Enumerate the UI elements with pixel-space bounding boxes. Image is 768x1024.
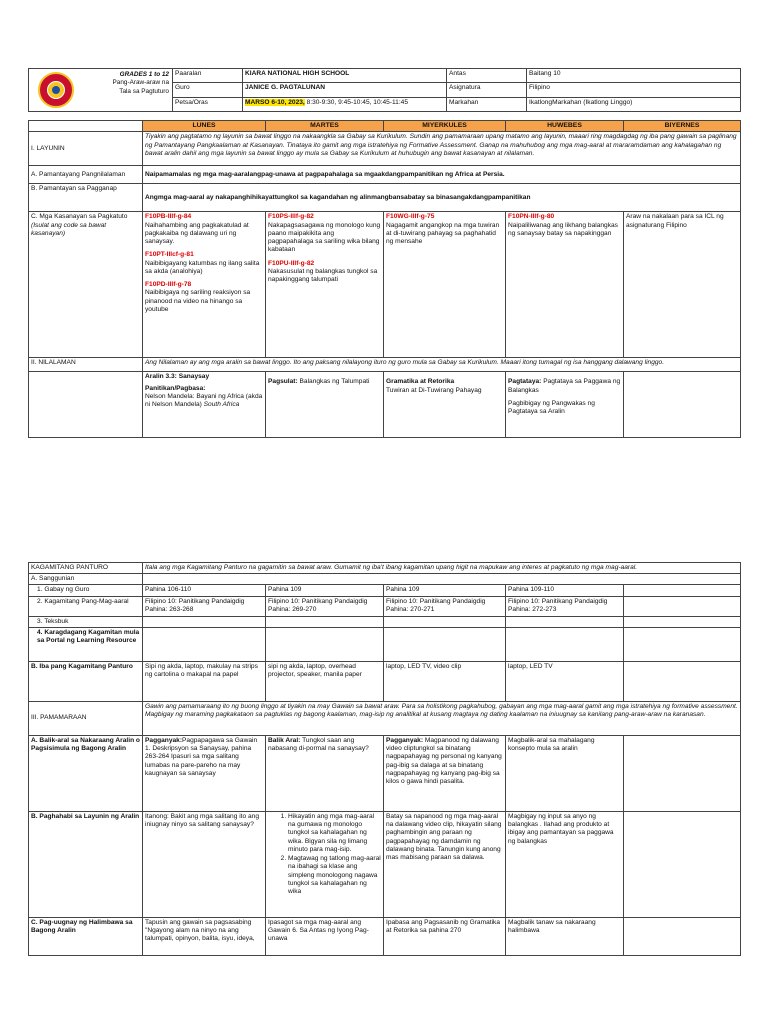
review-wed-label: Pagganyak: xyxy=(386,736,424,744)
nilalaman-thu xyxy=(506,372,624,438)
teacher-guide-fri xyxy=(624,585,741,596)
teacher-guide-thu: Pahina 109-110 xyxy=(506,585,624,596)
portal-label: 4. Karagdagang Kagamitan mula sa Portal ng Learning Resource xyxy=(29,627,143,661)
performance-standard-text: Angmga mag-aaral ay nakapanghihikayattungkol sa kagandahan ng alinmangbansabatay sa binasangakdangpampanitikan xyxy=(143,184,741,212)
competency-code: F10PB-IIIf-g-84 xyxy=(145,213,192,221)
review-mon-label: Pagganyak: xyxy=(145,736,183,744)
tue-label: Pagsulat: xyxy=(268,378,298,386)
textbook-label: 3. Teksbuk xyxy=(29,616,143,627)
review-tue-label: Balik Aral: xyxy=(268,736,301,744)
subject-name: Filipino xyxy=(527,83,741,97)
day-header-wed: MIYERKULES xyxy=(384,121,506,132)
references-blank xyxy=(143,574,741,585)
header-table xyxy=(28,68,741,112)
teacher-guide-tue: Pahina 109 xyxy=(266,585,384,596)
teacher-guide-mon: Pahina 106-110 xyxy=(143,585,266,596)
competency-text: Nakasusulat ng balangkas tungkol sa napakinggang talumpati xyxy=(268,267,378,284)
competencies-mon xyxy=(143,212,266,358)
thu-text: Pagtataya sa Paggawa ng Balangkas xyxy=(508,378,621,394)
examples-thu: Magbalik tanaw sa nakaraang halimbawa xyxy=(506,917,624,955)
competency-text: Naibibigaya ng sariling reaksiyon sa pinanood na video na hinango sa youtube xyxy=(145,289,251,313)
objectives-table xyxy=(28,120,741,438)
examples-fri xyxy=(624,917,741,955)
wed-text: Tuwiran at Di-Tuwirang Pahayag xyxy=(386,386,482,394)
competencies-fri xyxy=(624,212,741,358)
day-header-fri: BIYERNES xyxy=(624,121,741,132)
review-wed-text: Magpanood ng dalawang video cliptungkol sa binatang nagpapahayag ng personal ng kanyang pag-ibig sa dalaga at sa binatang nagpapahayag ng kanyang pag-ibig sa kilos o gawa hindi pasalita. xyxy=(386,736,502,786)
list-item: 2. Magtawag ng tatlong mag-aaral na ibahagi sa klase ang simpleng monologong nagawa tungkol sa kahalagahan ng wika xyxy=(288,855,381,896)
examples-wed: Ipabasa ang Pagsasanib ng Gramatika at Retorika sa pahina 270 xyxy=(384,917,506,955)
label-dates: Petsa/Oras xyxy=(173,97,243,111)
review-mon-text: Pagpapagawa sa Gawain 1. Deskripsyon sa Sanaysay, pahina 263-264 Ipasuri sa mga salitang lumabas na pare-pareho na may kaugnayan sa sanaysay xyxy=(145,736,258,777)
date-highlight: MARSO 6-10, 2023, xyxy=(245,98,305,106)
examples-label: C. Pag-uugnay ng Halimbawa sa Bagong Aralin xyxy=(29,917,143,955)
review-label: A. Balik-aral sa Nakaraang Aralin o Pagsisimula ng Bagong Aralin xyxy=(29,735,143,811)
quarter-name: IkatlongMarkahan (Ikatlong Linggo) xyxy=(527,97,741,111)
tue-text: Balangkas ng Talumpati xyxy=(297,378,370,386)
day-header-mon: LUNES xyxy=(143,121,266,132)
materials-note: Itala ang mga Kagamitang Panturo na gagamitin sa bawat araw. Gumamit ng iba't ibang kagamitan upang higit na mapukaw ang interes at pagkatuto ng mga mag-aaral. xyxy=(143,563,741,574)
purpose-wed: Batay sa napanood ng mga mag-aaral na dalawang video clip, hikayatin silang paghambingin ang paraan ng pagpapahayag ng damdamin ng dalawang binata. Tanungin kung anong mas mabisang paraan sa dalawa. xyxy=(384,811,506,917)
review-tue xyxy=(266,735,384,811)
competencies-sub: (Isulat ang code sa bawat kasanayan) xyxy=(31,221,107,237)
competency-text: Nagagamit angangkop na mga tuwiran at di-tuwirang pahayag sa paghahatid ng mensahe xyxy=(386,221,500,246)
review-tue-text: Tungkol saan ang nabasang di-pormal na sanaysay? xyxy=(268,736,369,753)
teacher-name: JANICE G. PAGTALUNAN xyxy=(243,83,447,97)
other-materials-thu: laptop, LED TV xyxy=(506,661,624,701)
other-materials-label: B. Iba pang Kagamitang Panturo xyxy=(29,661,143,701)
other-materials-mon: Sipi ng akda, laptop, makulay na strips ng cartolina o makapal na papel xyxy=(143,661,266,701)
review-wed xyxy=(384,735,506,811)
thu-text-2: Pagbibigay ng Pangwakas ng Pagtataya sa Aralin xyxy=(508,399,595,416)
nilalaman-mon xyxy=(143,372,266,438)
purpose-thu: Magbigay ng input sa anyo ng balangkas . Ilahad ang produkto at ibigay ang pamantayan sa paggawa ng balangkas xyxy=(506,811,624,917)
procedure-note: Gawin ang pamamaraang ito ng buong linggo at tiyakin na may Gawain sa bawat araw. Para sa holistikong pagkahubog, gabayan ang mga mag-aaral gamit ang mga istratehiya ng formative assessment. Magbigay ng maraming pagkakataon sa pagtuklas ng bagong kaalaman, mag-isip ng analitikal at kusang magtaya ng dating kaalaman na iniuugnay sa kanilang pang-araw-araw na karanasan. xyxy=(143,701,741,735)
layunin-note: Tiyakin ang pagtatamo ng layunin sa bawat linggo na nakaangkla sa Gabay sa Kurikulum. Sundin ang pamamaraan upang matamo ang layunin, maaari ring magdagdag ng iba pang gawain sa paglinang ng Pamantayang Pangkaalaman at Kasanayan. Tinataya ito gamit ang mga istratehiya ng Formative Assessment. Ganap na mahuhubog ang mga mag-aaral at mararamdaman ang kahalagahan ng bawat aralin dahil ang mga layunin sa bawat linggo ay mula sa Gabay sa Kurikulum at huhubugin ang bawat kasanayan at nilalaman. xyxy=(143,132,741,166)
competencies-tue xyxy=(266,212,384,358)
nilalaman-fri xyxy=(624,372,741,438)
day-header-tue: MARTES xyxy=(266,121,384,132)
nilalaman-note: Ang Nilalaman ay ang mga aralin sa bawat linggo. Ito ang paksang nilalayong ituro ng guro mula sa Gabay sa Kurikulum. Maaari itong tumagal ng isa hanggang dalawang linggo. xyxy=(143,358,741,372)
competency-code: F10WG-IIIf-g-75 xyxy=(386,213,435,221)
lesson-text: Nelson Mandela: Bayani ng Africa (akda ni Nelson Mandela) xyxy=(145,392,263,409)
materials-label: KAGAMITANG PANTURO xyxy=(29,563,143,574)
references-label: A. Sanggunian xyxy=(29,574,143,585)
examples-tue: Ipasagot sa mga mag-aaral ang Gawain 6. Sa Antas ng Iyong Pag-unawa xyxy=(266,917,384,955)
school-name: KIARA NATIONAL HIGH SCHOOL xyxy=(243,69,447,83)
competency-text: Nakapagsasagawa ng monologo kung paano maipakikita ang pagpapahalaga sa sariling wika bilang kabataan xyxy=(268,221,381,254)
competency-text: Naihahambing ang pagkakatulad at pagkakaiba ng dalawang uri ng sanaysay. xyxy=(145,221,249,246)
lesson-country: South Africa xyxy=(203,401,240,409)
learner-material-tue: Filipino 10: Panitikang Pandaigdig Pahina: 269-270 xyxy=(266,596,384,616)
label-quarter: Markahan xyxy=(447,97,527,111)
lesson-title: Aralin 3.3: Sanaysay xyxy=(145,373,210,381)
dates-cell xyxy=(243,97,447,111)
teacher-guide-wed: Pahina 109 xyxy=(384,585,506,596)
wed-label: Gramatika at Retorika xyxy=(386,378,455,386)
label-school: Paaralan xyxy=(173,69,243,83)
day-header-blank xyxy=(29,121,143,132)
lesson-sub: Panitikan/Pagbasa: xyxy=(145,384,206,392)
other-materials-wed: laptop, LED TV, video clip xyxy=(384,661,506,701)
learner-material-fri xyxy=(624,596,741,616)
title-line-1: GRADES 1 to 12 xyxy=(119,71,169,78)
day-header-thu: HUWEBES xyxy=(506,121,624,132)
school-seal-icon xyxy=(38,72,74,108)
header-title-cell xyxy=(29,69,173,112)
grade-level: Baitang 10 xyxy=(527,69,741,83)
learner-material-mon: Filipino 10: Panitikang Pandaigdig Pahina: 263-268 xyxy=(143,596,266,616)
thu-label: Pagtataya: xyxy=(508,378,542,386)
time-range: 8:30-9:30, 9:45-10:45, 10:45-11:45 xyxy=(304,98,409,106)
nilalaman-tue xyxy=(266,372,384,438)
purpose-tue xyxy=(266,811,384,917)
purpose-fri xyxy=(624,811,741,917)
competency-text: Araw na nakalaan para sa ICL ng asignaturang Filipino xyxy=(626,213,724,229)
purpose-label: B. Paghahabi sa Layunin ng Aralin xyxy=(29,811,143,917)
purpose-mon: Itanong: Bakit ang mga salitang ito ang iniugnay ninyo sa salitang sanaysay? xyxy=(143,811,266,917)
layunin-label: I. LAYUNIN xyxy=(29,132,143,166)
competencies-label-cell xyxy=(29,212,143,358)
performance-standard-label: B. Pamantayan sa Pagganap xyxy=(29,184,143,212)
other-materials-fri xyxy=(624,661,741,701)
competency-code: F10PD-IIIf-g-78 xyxy=(145,281,192,289)
learner-material-wed: Filipino 10: Panitikang Pandaigdig Pahina: 270-271 xyxy=(384,596,506,616)
teacher-guide-label: 1. Gabay ng Guro xyxy=(29,585,143,596)
title-line-2: Pang-Araw-araw na xyxy=(112,79,169,87)
procedure-table xyxy=(28,562,741,956)
competency-code: F10PS-IIIf-g-82 xyxy=(268,213,314,221)
competency-text: Naipaliliwanag ang likhang balangkas ng sanaysay batay sa napakinggan xyxy=(508,221,618,237)
label-subject: Asignatura xyxy=(447,83,527,97)
nilalaman-label: II. NILALAMAN xyxy=(29,358,143,372)
competencies-label: C. Mga Kasanayan sa Pagkatuto xyxy=(31,213,128,221)
title-line-3: Tala sa Pagtuturo xyxy=(119,87,169,95)
competency-text: Naibibigayang katumbas ng ilang salita sa akda (analohiya) xyxy=(145,259,260,275)
competencies-wed xyxy=(384,212,506,358)
procedure-label: III. PAMAMARAAN xyxy=(29,701,143,735)
content-standard-label: A. Pamantayang Pangnilalaman xyxy=(29,166,143,184)
label-teacher: Guro xyxy=(173,83,243,97)
content-standard-text: Naipamamalas ng mga mag-aaralangpag-unawa at pagpapahalaga sa mgaakdangpampanitikan ng Africa at Persia. xyxy=(143,166,741,184)
other-materials-tue: sipi ng akda, laptop, overhead projector, speaker, manila paper xyxy=(266,661,384,701)
learner-material-thu: Filipino 10: Panitikang Pandaigdig Pahina: 272-273 xyxy=(506,596,624,616)
review-thu: Magbalik-aral sa mahalagang konsepto mula sa aralin xyxy=(506,735,624,811)
competencies-thu xyxy=(506,212,624,358)
review-mon xyxy=(143,735,266,811)
competency-code: F10PU-IIIf-g-82 xyxy=(268,259,315,267)
competency-code: F10PT-IIIcf-g-81 xyxy=(145,251,194,259)
competency-code: F10PN-IIIf-g-80 xyxy=(508,213,555,221)
label-level: Antas xyxy=(447,69,527,83)
learner-material-label: 2. Kagamitang Pang-Mag-aaral xyxy=(29,596,143,616)
examples-mon: Tapusin ang gawain sa pagsasabing "Ngayong alam na ninyo na ang talumpati, opinyon, balita, isyu, ideya, xyxy=(143,917,266,955)
review-fri xyxy=(624,735,741,811)
nilalaman-wed xyxy=(384,372,506,438)
nilalaman-blank xyxy=(29,372,143,438)
list-item: 1. Hikayatin ang mga mag-aaral na gumawa ng monologo tungkol sa kahalagahan ng wika. Bigyan sila ng limang minuto para mag-isip. xyxy=(288,813,381,854)
